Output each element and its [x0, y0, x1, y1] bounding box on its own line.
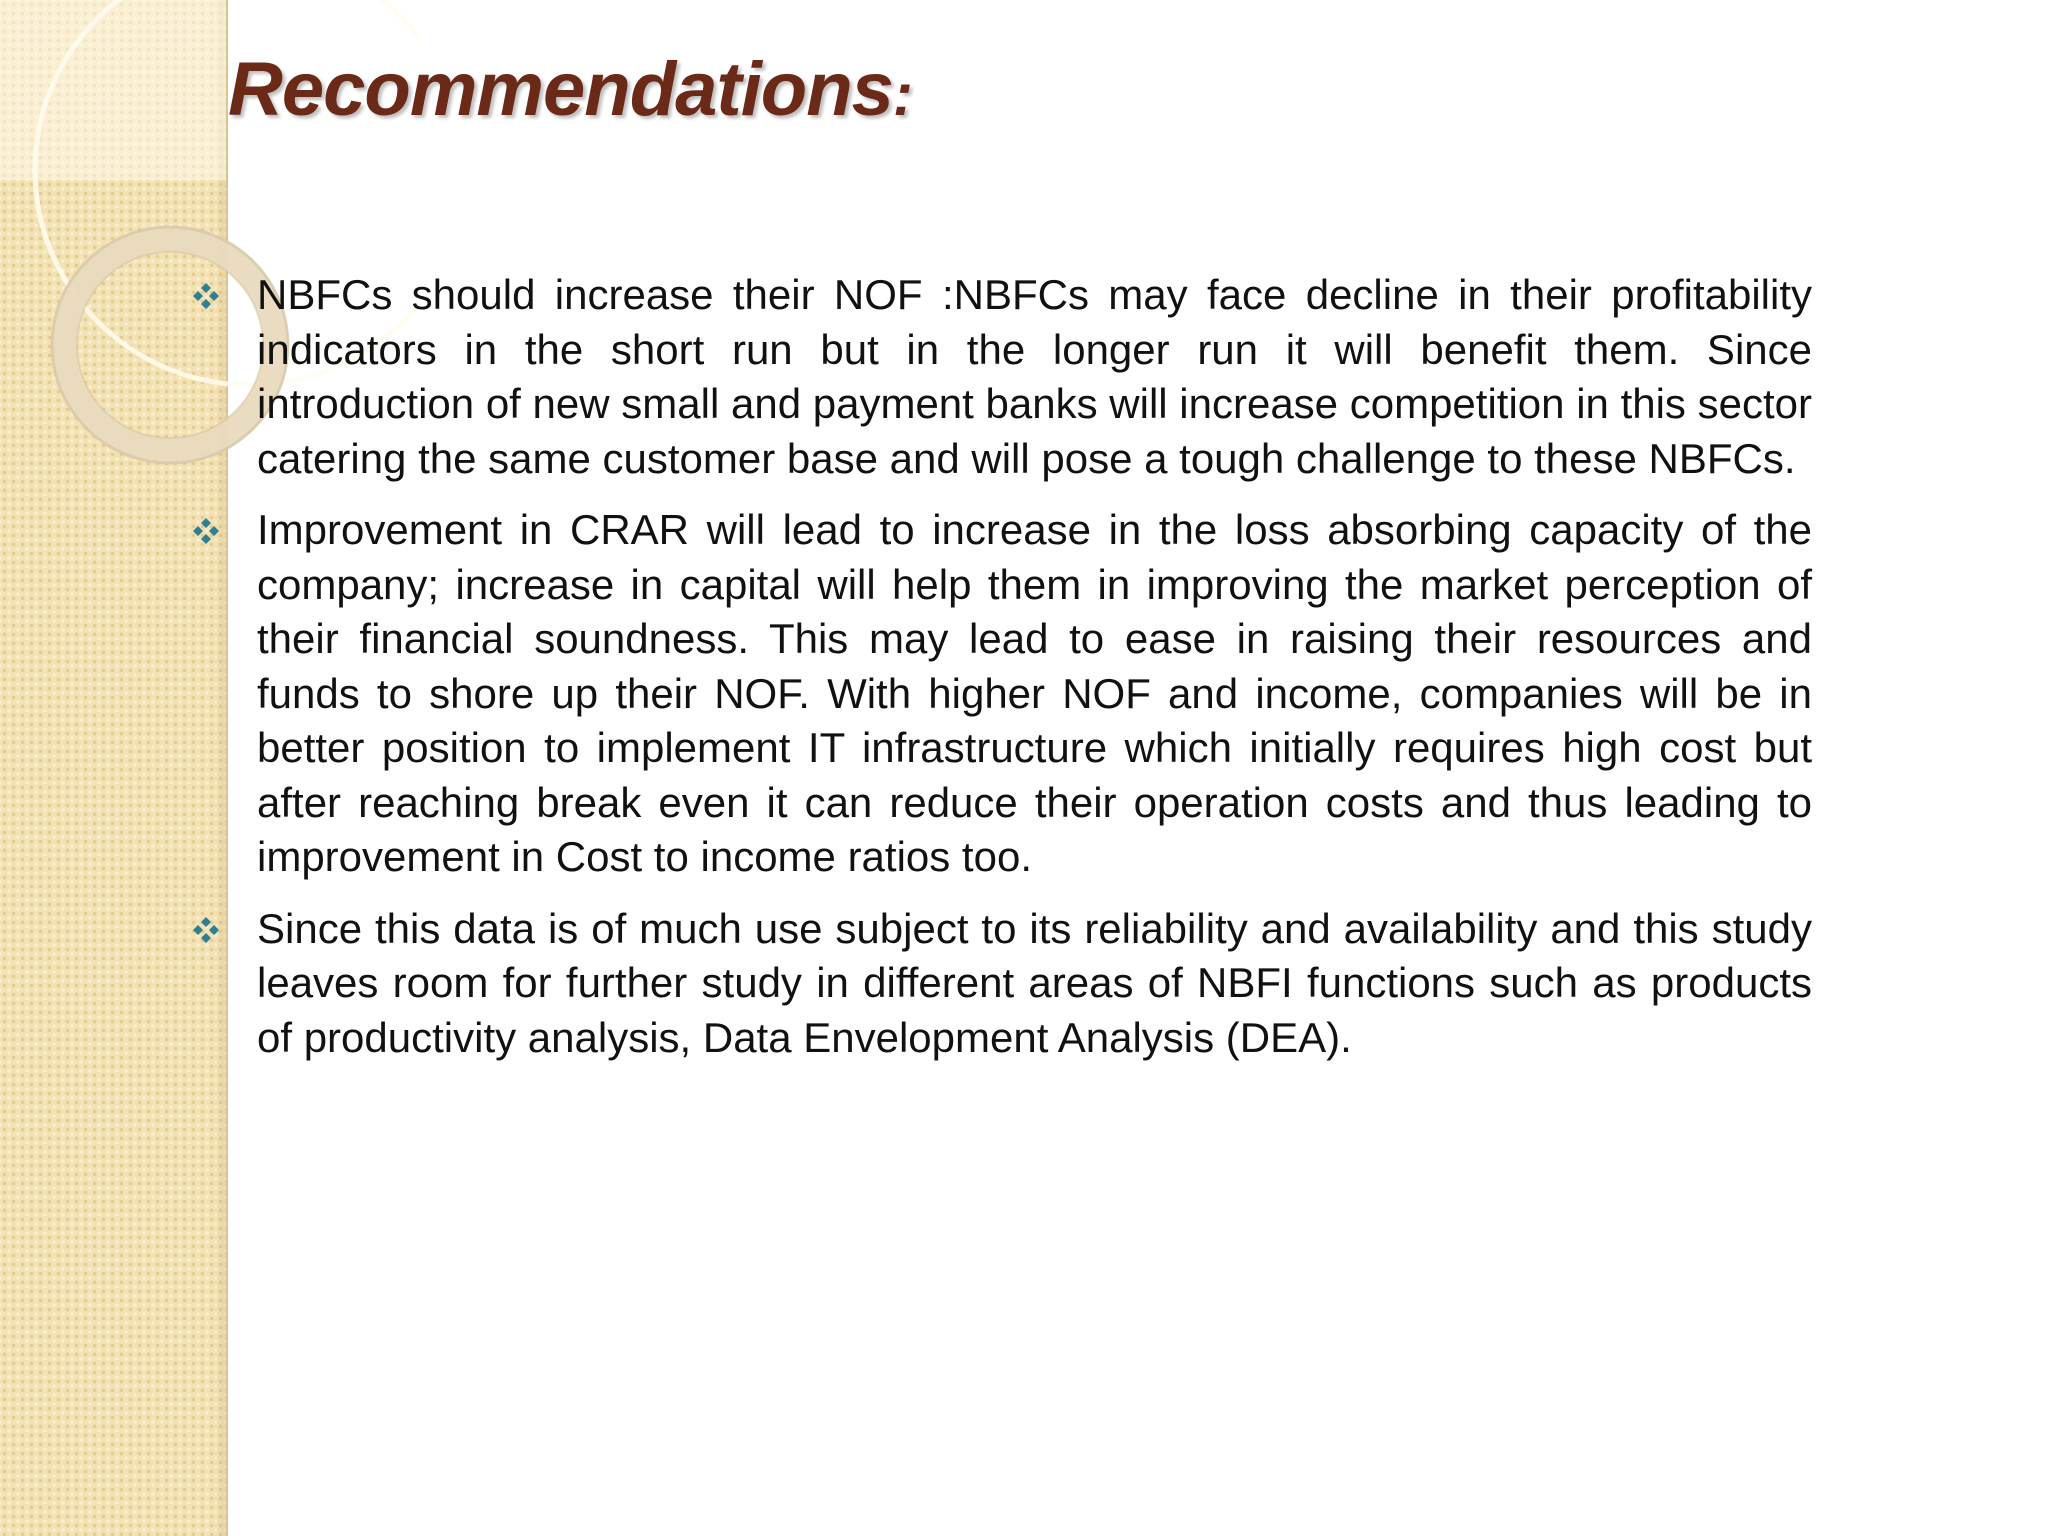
four-diamond-bullet-icon	[192, 517, 220, 545]
bullet-text: Since this data is of much use subject to its reliability and availability and this study leaves room for further study in different areas of NBFI functions such as products of productivity analysis, Data Envelopment Analysis (DEA).	[257, 904, 1812, 1061]
title-text: Recommendations	[228, 47, 893, 132]
title-colon: :	[892, 61, 912, 128]
list-item	[192, 503, 1812, 885]
four-diamond-bullet-icon	[192, 282, 220, 310]
bullet-list	[192, 268, 1812, 1082]
list-item	[192, 902, 1812, 1066]
bullet-text: Improvement in CRAR will lead to increase in the loss absorbing capacity of the company; increase in capital will help them in improving the market perception of their financial soundness. This may lead to ease in raising their resources and funds to shore up their NOF. With higher NOF and income, companies will be in better position to implement IT infrastructure which initially requires high cost but after reaching break even it can reduce their operation costs and thus leading to improvement in Cost to income ratios too.	[257, 506, 1812, 880]
slide-title	[228, 46, 912, 133]
bullet-text: NBFCs should increase their NOF :NBFCs may face decline in their profitability indicators in the short run but in the longer run it will benefit them. Since introduction of new small and payment banks will increase competition in this sector catering the same customer base and will pose a tough challenge to these NBFCs.	[257, 271, 1812, 482]
four-diamond-bullet-icon	[192, 916, 220, 944]
list-item	[192, 268, 1812, 486]
